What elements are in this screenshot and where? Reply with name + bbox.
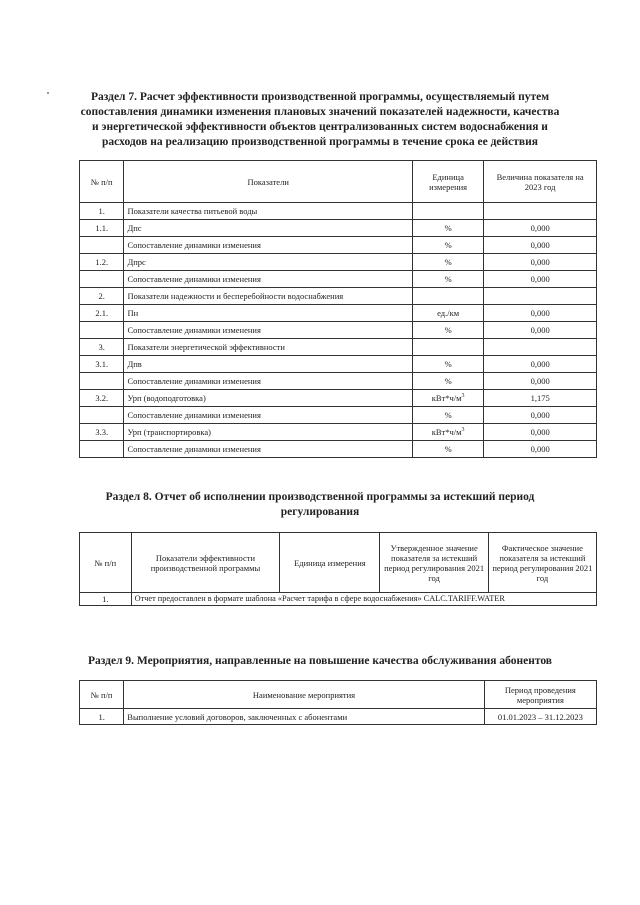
table-row [80, 220, 597, 237]
row-unit: % [412, 237, 483, 254]
section9-table [79, 680, 597, 725]
row-value [484, 203, 597, 220]
s8-header-approved: Утвержденное значение показателя за истекший период регулирования 2021 год [380, 533, 488, 593]
row-indicator: Дпв [124, 356, 412, 373]
table-row [80, 373, 597, 390]
section9-title: Раздел 9. Мероприятия, направленные на повышение качества обслуживания абонентов [87, 655, 552, 667]
row-num [80, 271, 124, 288]
row-value [484, 288, 597, 305]
table-row [80, 339, 597, 356]
row-value: 0,000 [484, 373, 597, 390]
table-row [80, 322, 597, 339]
row-num: 3. [80, 339, 124, 356]
row-num: 1.1. [80, 220, 124, 237]
row-num [80, 407, 124, 424]
header-unit: Единица измерения [412, 161, 483, 203]
row-num [80, 441, 124, 458]
s9-row-period: 01.01.2023 – 31.12.2023 [484, 709, 596, 725]
row-unit [412, 288, 483, 305]
section7-body [80, 203, 597, 458]
row-indicator: Урп (транспортировка) [124, 424, 412, 441]
row-unit: ед./км [412, 305, 483, 322]
row-unit: % [412, 254, 483, 271]
row-unit: % [412, 322, 483, 339]
row-unit: % [412, 220, 483, 237]
s8-header-indicator: Показатели эффективности производственной программы [131, 533, 280, 593]
row-unit-superscript: 3 [461, 427, 465, 434]
row-unit-text: кВт*ч/м [431, 427, 462, 437]
s8-header-num: № п/п [80, 533, 132, 593]
row-value: 0,000 [484, 322, 597, 339]
row-value: 0,000 [484, 424, 597, 441]
row-num [80, 373, 124, 390]
row-unit: % [412, 407, 483, 424]
row-value: 0,000 [484, 356, 597, 373]
row-unit-superscript: 3 [461, 393, 465, 400]
row-indicator: Урп (водоподготовка) [124, 390, 412, 407]
row-unit: % [412, 441, 483, 458]
s9-header-name: Наименование мероприятия [124, 681, 484, 709]
table-row [80, 305, 597, 322]
table-row [80, 441, 597, 458]
row-num: 2. [80, 288, 124, 305]
row-num: 3.3. [80, 424, 124, 441]
row-indicator: Сопоставление динамики изменения [124, 373, 412, 390]
table-row [80, 407, 597, 424]
table-row [80, 424, 597, 441]
row-num: 3.2. [80, 390, 124, 407]
row-unit-text: кВт*ч/м [431, 393, 462, 403]
s8-header-actual: Фактическое значение показателя за истекший период регулирования 2021 год [488, 533, 596, 593]
row-num: 1. [80, 203, 124, 220]
row-unit [412, 203, 483, 220]
row-indicator: Показатели энергетической эффективности [124, 339, 412, 356]
row-unit [412, 390, 483, 407]
row-value: 0,000 [484, 254, 597, 271]
table-row [80, 237, 597, 254]
row-indicator: Показатели надежности и бесперебойности водоснабжения [124, 288, 412, 305]
header-num: № п/п [80, 161, 124, 203]
row-indicator: Сопоставление динамики изменения [124, 441, 412, 458]
s8-row-num: 1. [80, 593, 132, 606]
s9-row-name: Выполнение условий договоров, заключенных с абонентами [124, 709, 484, 725]
s8-row-text: Отчет предоставлен в формате шаблона «Расчет тарифа в сфере водоснабжения» CALC.TARIFF.WATER [131, 593, 596, 606]
row-unit: % [412, 373, 483, 390]
row-num [80, 322, 124, 339]
table-row [80, 288, 597, 305]
table-row [80, 203, 597, 220]
row-indicator: Сопоставление динамики изменения [124, 237, 412, 254]
row-unit [412, 339, 483, 356]
row-value: 0,000 [484, 271, 597, 288]
row-indicator: Сопоставление динамики изменения [124, 322, 412, 339]
row-num [80, 237, 124, 254]
row-value: 0,000 [484, 407, 597, 424]
row-num: 3.1. [80, 356, 124, 373]
section8-table [79, 532, 597, 606]
row-num: 2.1. [80, 305, 124, 322]
row-num: 1.2. [80, 254, 124, 271]
s9-row-num: 1. [80, 709, 124, 725]
table-row [80, 254, 597, 271]
table-row [80, 271, 597, 288]
row-indicator: Сопоставление динамики изменения [124, 271, 412, 288]
section7-table [79, 160, 597, 458]
row-unit: % [412, 356, 483, 373]
header-value: Величина показателя на 2023 год [484, 161, 597, 203]
row-indicator: Сопоставление динамики изменения [124, 407, 412, 424]
table-row [80, 356, 597, 373]
row-unit: % [412, 271, 483, 288]
row-unit [412, 424, 483, 441]
table-row [80, 390, 597, 407]
section8-title: Раздел 8. Отчет об исполнении производственной программы за истекший период регулирования [105, 491, 535, 518]
row-value: 0,000 [484, 441, 597, 458]
scan-speck [47, 92, 49, 94]
row-value: 1,175 [484, 390, 597, 407]
row-value: 0,000 [484, 220, 597, 237]
row-value: 0,000 [484, 305, 597, 322]
row-indicator: Дпс [124, 220, 412, 237]
row-indicator: Дпрс [124, 254, 412, 271]
s9-header-num: № п/п [80, 681, 124, 709]
row-indicator: Показатели качества питьевой воды [124, 203, 412, 220]
s9-header-period: Период проведения мероприятия [484, 681, 596, 709]
row-value: 0,000 [484, 237, 597, 254]
section7-title: Раздел 7. Расчет эффективности производственной программы, осуществляемый путем сопоставления динамики изменения плановых значений показателей надежности, качества и энергетической эффективности объектов централизованных систем водоснабжения и расходов на реализацию производственной программы в течение срока ее действия [80, 91, 560, 148]
row-indicator: Пн [124, 305, 412, 322]
s8-header-unit: Единица измерения [280, 533, 380, 593]
row-value [484, 339, 597, 356]
header-indicator: Показатели [124, 161, 412, 203]
